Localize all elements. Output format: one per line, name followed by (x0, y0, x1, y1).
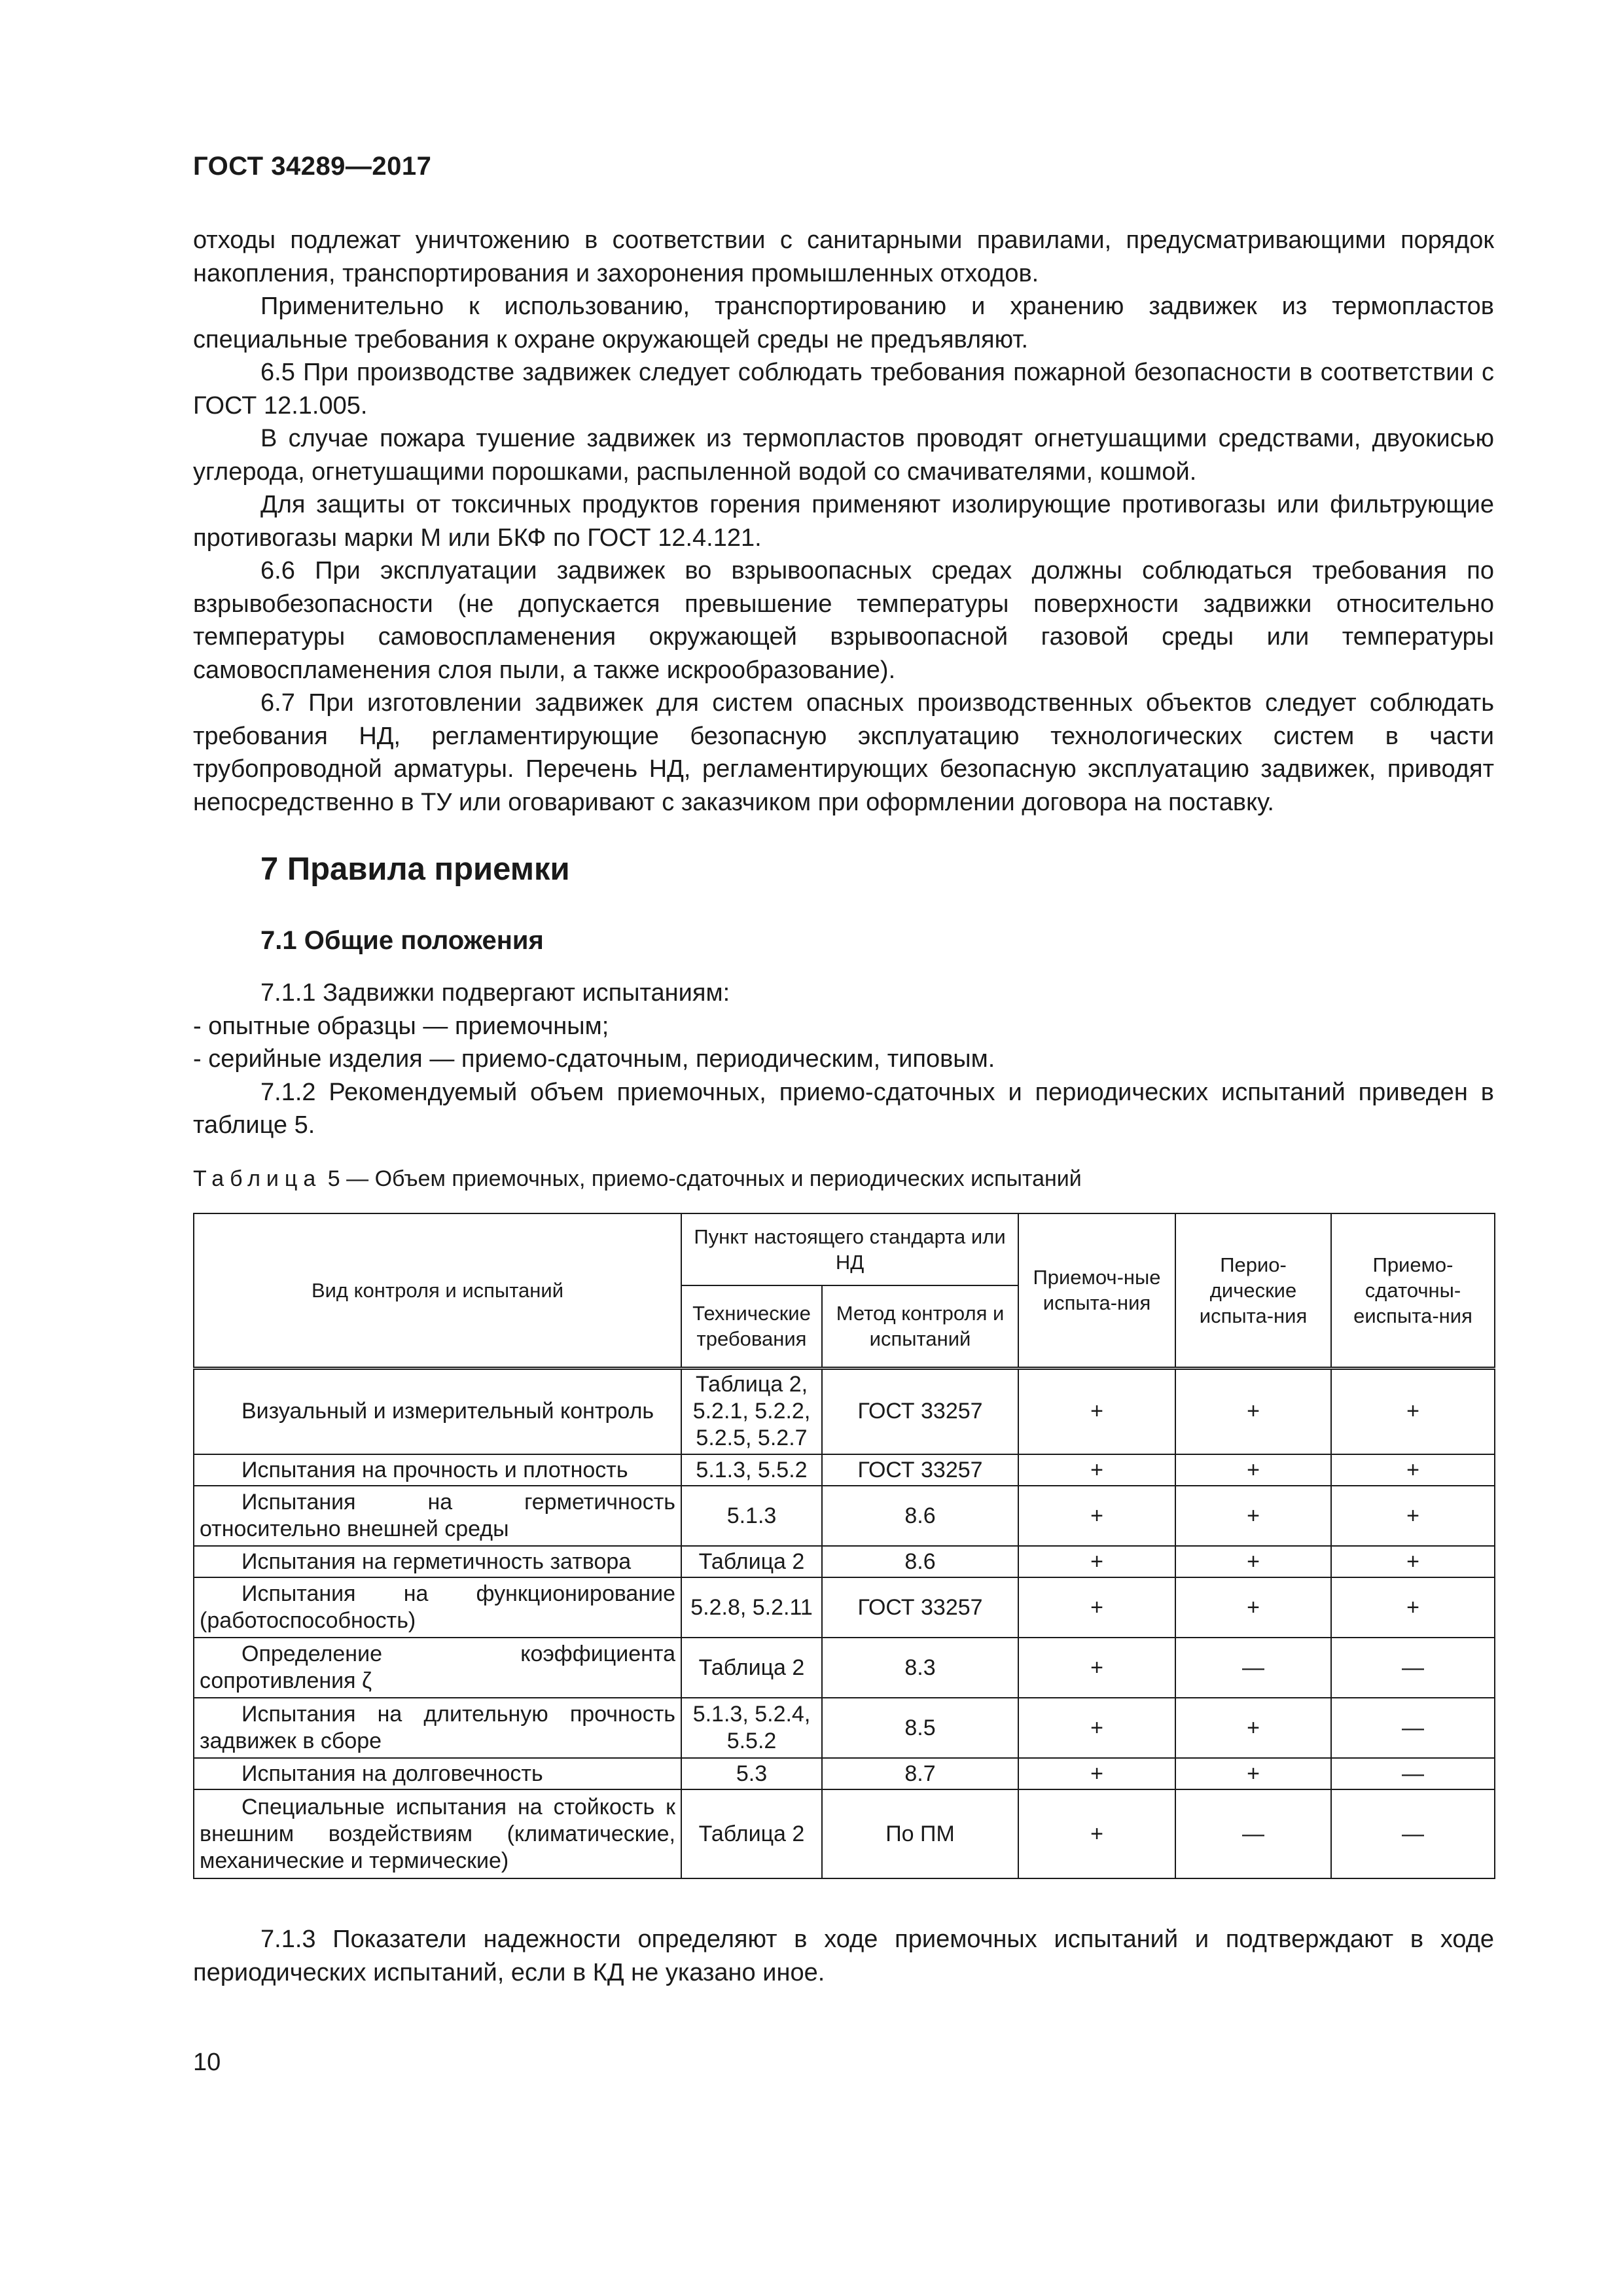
cell-acceptance: + (1018, 1638, 1175, 1698)
cell-delivery: — (1331, 1789, 1495, 1878)
cell-acceptance: + (1018, 1486, 1175, 1546)
paragraph: отходы подлежат уничтожению в соответствии с санитарными правилами, предусматривающими порядок накопления, транспортирования и захоронения промышленных отходов. (193, 226, 1494, 287)
cell-tech: 5.2.8, 5.2.11 (681, 1577, 822, 1638)
cell-acceptance: + (1018, 1546, 1175, 1577)
cell-delivery: + (1331, 1368, 1495, 1454)
cell-name: Испытания на герметичность относительно внешней среды (194, 1486, 681, 1546)
cell-method: ГОСТ 33257 (822, 1454, 1018, 1486)
header-kind: Вид контроля и испытаний (194, 1213, 681, 1368)
cell-periodic: — (1175, 1638, 1331, 1698)
list-item: - опытные образцы — приемочным; (193, 1012, 609, 1040)
list-after: 7.1.2 Рекомендуемый объем приемочных, приемо-сдаточных и периодических испытаний приведен в таблице 5. (193, 1078, 1494, 1139)
cell-tech: 5.3 (681, 1758, 822, 1789)
cell-acceptance: + (1018, 1577, 1175, 1638)
list-intro: 7.1.1 Задвижки подвергают испытаниям: (260, 979, 730, 1007)
table-caption-word: Таблица (193, 1166, 322, 1191)
cell-tech: Таблица 2, 5.2.1, 5.2.2, 5.2.5, 5.2.7 (681, 1368, 822, 1454)
body-text-block (193, 224, 1494, 819)
header-clause-group: Пункт настоящего стандарта или НД (681, 1213, 1018, 1285)
cell-periodic: + (1175, 1758, 1331, 1789)
paragraph: 7.1.3 Показатели надежности определяют в ходе приемочных испытаний и подтверждают в ходе периодических испытаний, если в КД не указано иное. (193, 1926, 1494, 1986)
paragraph: В случае пожара тушение задвижек из термопластов проводят огнетушащими средствами, двуокисью углерода, огнетушащими порошками, распыленной водой со смачивателями, кошмой. (193, 425, 1494, 486)
list-block (193, 977, 1494, 1142)
cell-name: Испытания на функционирование (работоспособность) (194, 1577, 681, 1638)
header-method: Метод контроля и испытаний (822, 1285, 1018, 1368)
cell-method: 8.6 (822, 1486, 1018, 1546)
page-number: 10 (193, 2049, 221, 2076)
cell-name: Определение коэффициента сопротивления ζ (194, 1638, 681, 1698)
cell-tech: 5.1.3, 5.2.4, 5.5.2 (681, 1698, 822, 1758)
cell-name: Визуальный и измерительный контроль (194, 1368, 681, 1454)
page-header-doc-code: ГОСТ 34289—2017 (193, 152, 432, 181)
cell-delivery: — (1331, 1698, 1495, 1758)
cell-periodic: + (1175, 1698, 1331, 1758)
paragraph: Применительно к использованию, транспортированию и хранению задвижек из термопластов специальные требования к охране окружающей среды не предъявляют. (193, 293, 1494, 353)
paragraph: 6.7 При изготовлении задвижек для систем опасных производственных объектов следует соблюдать требования НД, регламентирующие безопасную эксплуатацию технологических систем в части трубопроводной арматуры. Перечень НД, регламентирующих безопасную эксплуатацию задвижек, приводят непосредственно в ТУ или оговаривают с заказчиком при оформлении договора на поставку. (193, 689, 1494, 816)
cell-tech: Таблица 2 (681, 1638, 822, 1698)
cell-acceptance: + (1018, 1454, 1175, 1486)
cell-name: Специальные испытания на стойкость к внешним воздействиям (климатические, механические и термические) (194, 1789, 681, 1878)
cell-periodic: + (1175, 1368, 1331, 1454)
cell-method: 8.6 (822, 1546, 1018, 1577)
section-title: 7 Правила приемки (260, 852, 570, 887)
cell-periodic: — (1175, 1789, 1331, 1878)
table-row (194, 1368, 1495, 1454)
table-row (194, 1789, 1495, 1878)
cell-method: 8.7 (822, 1758, 1018, 1789)
cell-periodic: + (1175, 1454, 1331, 1486)
header-acceptance: Приемоч-ные испыта-ния (1018, 1213, 1175, 1368)
table-row (194, 1638, 1495, 1698)
table-5 (193, 1213, 1495, 1879)
subsection-title: 7.1 Общие положения (260, 926, 544, 955)
list-item: - серийные изделия — приемо-сдаточным, периодическим, типовым. (193, 1045, 995, 1073)
cell-delivery: + (1331, 1546, 1495, 1577)
cell-acceptance: + (1018, 1789, 1175, 1878)
paragraph: Для защиты от токсичных продуктов горения применяют изолирующие противогазы или фильтрующие противогазы марки М или БКФ по ГОСТ 12.4.121. (193, 491, 1494, 552)
cell-name: Испытания на долговечность (194, 1758, 681, 1789)
cell-acceptance: + (1018, 1698, 1175, 1758)
paragraph: 6.6 При эксплуатации задвижек во взрывоопасных средах должны соблюдаться требования по взрывобезопасности (не допускается превышение температуры поверхности задвижки относительно температуры самовоспламенения окружающей взрывоопасной газовой среды или температуры самовоспламенения слоя пыли, а также искрообразование). (193, 557, 1494, 684)
cell-tech: Таблица 2 (681, 1546, 822, 1577)
cell-delivery: + (1331, 1454, 1495, 1486)
cell-periodic: + (1175, 1546, 1331, 1577)
table-row (194, 1546, 1495, 1577)
header-tech-req: Технические требования (681, 1285, 822, 1368)
header-periodic: Перио-дические испыта-ния (1175, 1213, 1331, 1368)
paragraph: 6.5 При производстве задвижек следует соблюдать требования пожарной безопасности в соответствии с ГОСТ 12.1.005. (193, 359, 1494, 420)
header-delivery: Приемо-сдаточны-еиспыта-ния (1331, 1213, 1495, 1368)
table-caption-text: 5 — Объем приемочных, приемо-сдаточных и периодических испытаний (327, 1166, 1082, 1191)
cell-delivery: — (1331, 1638, 1495, 1698)
table-row (194, 1758, 1495, 1789)
cell-name: Испытания на прочность и плотность (194, 1454, 681, 1486)
cell-acceptance: + (1018, 1368, 1175, 1454)
cell-name: Испытания на длительную прочность задвижек в сборе (194, 1698, 681, 1758)
cell-tech: Таблица 2 (681, 1789, 822, 1878)
cell-method: ГОСТ 33257 (822, 1577, 1018, 1638)
cell-method: По ПМ (822, 1789, 1018, 1878)
cell-delivery: — (1331, 1758, 1495, 1789)
cell-delivery: + (1331, 1577, 1495, 1638)
table-row (194, 1577, 1495, 1638)
cell-delivery: + (1331, 1486, 1495, 1546)
cell-periodic: + (1175, 1577, 1331, 1638)
cell-acceptance: + (1018, 1758, 1175, 1789)
cell-tech: 5.1.3 (681, 1486, 822, 1546)
cell-method: ГОСТ 33257 (822, 1368, 1018, 1454)
cell-method: 8.5 (822, 1698, 1018, 1758)
cell-periodic: + (1175, 1486, 1331, 1546)
cell-method: 8.3 (822, 1638, 1018, 1698)
table-row (194, 1486, 1495, 1546)
table-caption (193, 1166, 1082, 1192)
table-row (194, 1698, 1495, 1758)
cell-tech: 5.1.3, 5.5.2 (681, 1454, 822, 1486)
table-row (194, 1454, 1495, 1486)
cell-name: Испытания на герметичность затвора (194, 1546, 681, 1577)
after-table-text (193, 1923, 1494, 1989)
